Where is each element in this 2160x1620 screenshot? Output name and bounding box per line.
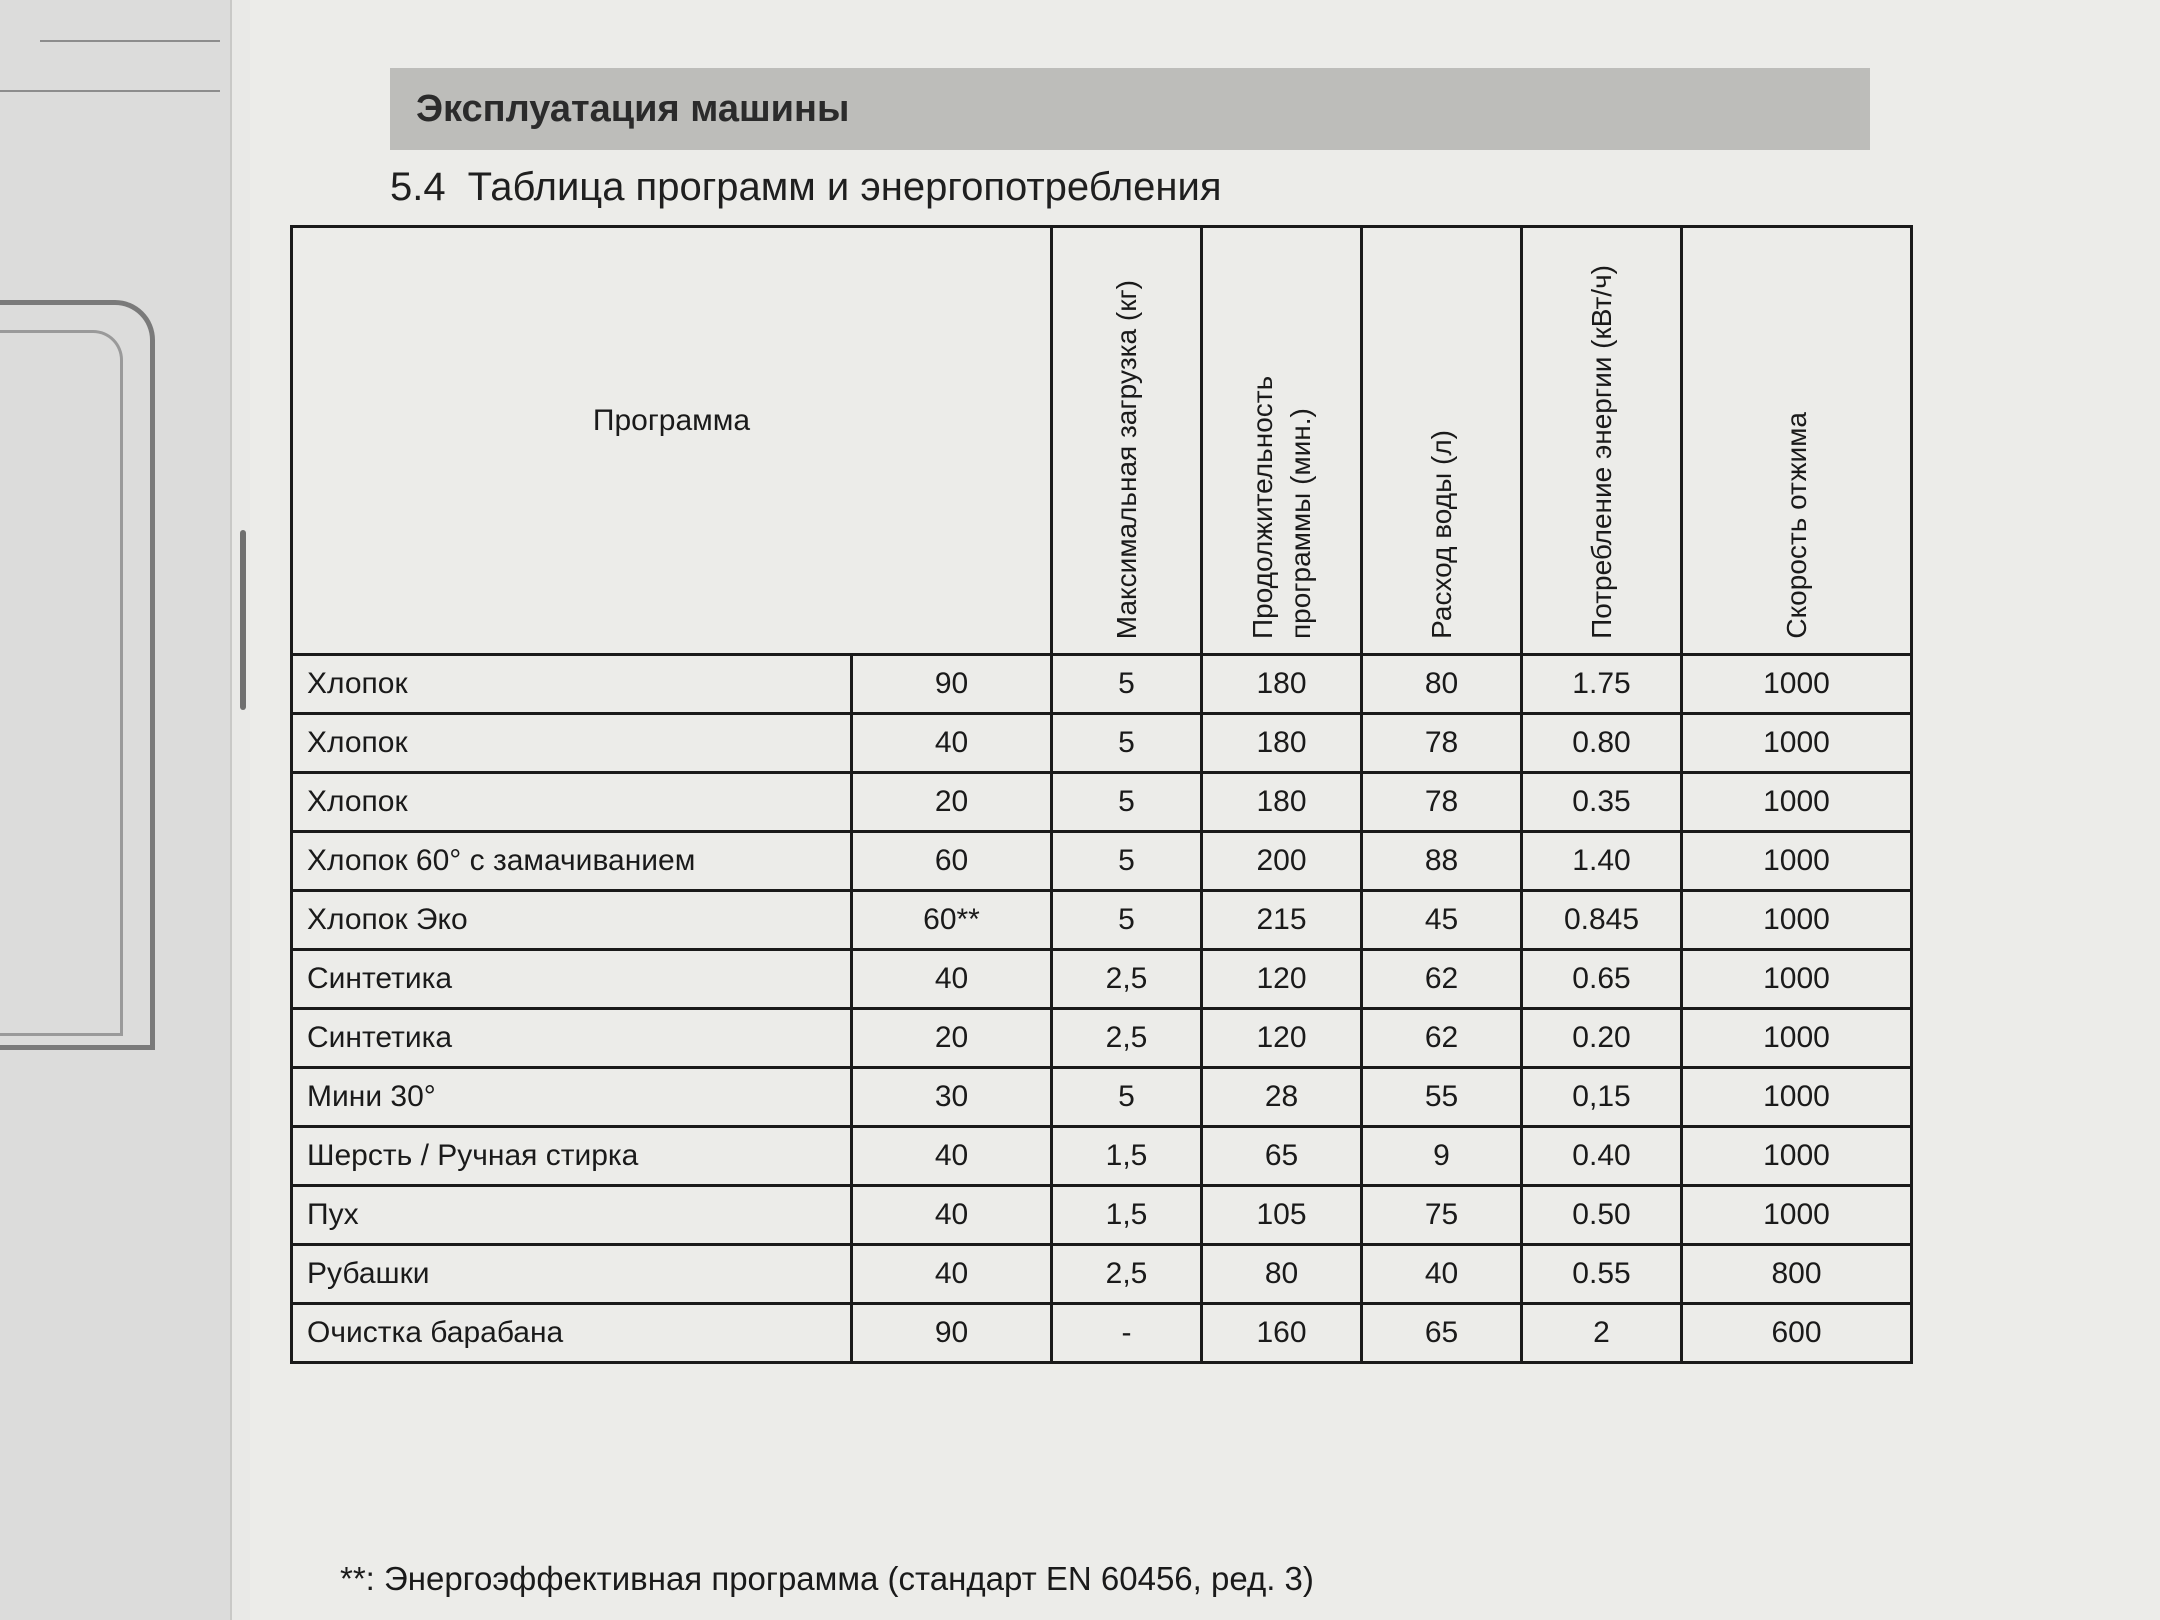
cell-duration: 28 bbox=[1202, 1068, 1362, 1127]
cell-duration: 180 bbox=[1202, 773, 1362, 832]
cell-max-load: 5 bbox=[1052, 832, 1202, 891]
cell-energy: 0.55 bbox=[1522, 1245, 1682, 1304]
section-header bbox=[390, 68, 1870, 150]
cell-temperature: 20 bbox=[852, 773, 1052, 832]
cell-temperature: 20 bbox=[852, 1009, 1052, 1068]
cell-spin: 1000 bbox=[1682, 832, 1912, 891]
cell-water: 55 bbox=[1362, 1068, 1522, 1127]
cell-max-load: 1,5 bbox=[1052, 1127, 1202, 1186]
subsection-heading bbox=[390, 165, 1222, 210]
staple bbox=[240, 530, 246, 710]
cell-duration: 65 bbox=[1202, 1127, 1362, 1186]
left-page-rule-second bbox=[0, 90, 220, 92]
cell-water: 75 bbox=[1362, 1186, 1522, 1245]
cell-duration: 200 bbox=[1202, 832, 1362, 891]
table-row bbox=[292, 891, 1912, 950]
cell-program: Синтетика bbox=[292, 950, 852, 1009]
table-row bbox=[292, 832, 1912, 891]
cell-energy: 0,15 bbox=[1522, 1068, 1682, 1127]
cell-duration: 120 bbox=[1202, 950, 1362, 1009]
table-row bbox=[292, 1304, 1912, 1363]
cell-spin: 600 bbox=[1682, 1304, 1912, 1363]
cell-energy: 0.35 bbox=[1522, 773, 1682, 832]
cell-max-load: 1,5 bbox=[1052, 1186, 1202, 1245]
table-row bbox=[292, 1127, 1912, 1186]
cell-duration: 160 bbox=[1202, 1304, 1362, 1363]
cell-water: 62 bbox=[1362, 1009, 1522, 1068]
cell-water: 80 bbox=[1362, 655, 1522, 714]
left-page bbox=[0, 0, 232, 1620]
cell-program: Рубашки bbox=[292, 1245, 852, 1304]
cell-water: 9 bbox=[1362, 1127, 1522, 1186]
manual-page bbox=[250, 0, 2160, 1620]
cell-program: Хлопок bbox=[292, 714, 852, 773]
cell-max-load: - bbox=[1052, 1304, 1202, 1363]
header-max-load: Максимальная загрузка (кг) bbox=[1052, 227, 1202, 655]
cell-spin: 1000 bbox=[1682, 714, 1912, 773]
table-row bbox=[292, 1009, 1912, 1068]
table-body bbox=[292, 655, 1912, 1363]
cell-water: 45 bbox=[1362, 891, 1522, 950]
left-page-rule-top bbox=[40, 40, 220, 42]
cell-spin: 1000 bbox=[1682, 891, 1912, 950]
cell-duration: 180 bbox=[1202, 714, 1362, 773]
cell-program: Мини 30° bbox=[292, 1068, 852, 1127]
cell-temperature: 40 bbox=[852, 950, 1052, 1009]
table-row bbox=[292, 655, 1912, 714]
cell-energy: 0.50 bbox=[1522, 1186, 1682, 1245]
cell-program: Хлопок Эко bbox=[292, 891, 852, 950]
section-title: Эксплуатация машины bbox=[416, 87, 850, 130]
cell-spin: 1000 bbox=[1682, 1009, 1912, 1068]
cell-duration: 215 bbox=[1202, 891, 1362, 950]
cell-max-load: 2,5 bbox=[1052, 950, 1202, 1009]
table-row bbox=[292, 1186, 1912, 1245]
cell-spin: 1000 bbox=[1682, 1127, 1912, 1186]
cell-duration: 180 bbox=[1202, 655, 1362, 714]
cell-spin: 1000 bbox=[1682, 950, 1912, 1009]
table-row bbox=[292, 714, 1912, 773]
cell-temperature: 90 bbox=[852, 655, 1052, 714]
cell-temperature: 60 bbox=[852, 832, 1052, 891]
cell-max-load: 5 bbox=[1052, 655, 1202, 714]
cell-max-load: 5 bbox=[1052, 1068, 1202, 1127]
table-header-row bbox=[292, 227, 1912, 655]
cell-duration: 120 bbox=[1202, 1009, 1362, 1068]
cell-energy: 1.40 bbox=[1522, 832, 1682, 891]
header-duration: Продолжительность программы (мин.) bbox=[1202, 227, 1362, 655]
cell-program: Хлопок bbox=[292, 655, 852, 714]
cell-energy: 0.65 bbox=[1522, 950, 1682, 1009]
header-spin: Скорость отжима bbox=[1682, 227, 1912, 655]
cell-temperature: 40 bbox=[852, 714, 1052, 773]
cell-program: Шерсть / Ручная стирка bbox=[292, 1127, 852, 1186]
cell-duration: 105 bbox=[1202, 1186, 1362, 1245]
left-page-inner-frame bbox=[0, 330, 123, 1036]
cell-temperature: 40 bbox=[852, 1245, 1052, 1304]
cell-energy: 0.40 bbox=[1522, 1127, 1682, 1186]
cell-energy: 0.80 bbox=[1522, 714, 1682, 773]
table-row bbox=[292, 1068, 1912, 1127]
header-program: Программа bbox=[292, 227, 1052, 655]
cell-spin: 1000 bbox=[1682, 655, 1912, 714]
cell-program: Синтетика bbox=[292, 1009, 852, 1068]
cell-program: Очистка барабана bbox=[292, 1304, 852, 1363]
table-row bbox=[292, 950, 1912, 1009]
header-energy: Потребление энергии (кВт/ч) bbox=[1522, 227, 1682, 655]
cell-max-load: 5 bbox=[1052, 714, 1202, 773]
cell-temperature: 40 bbox=[852, 1127, 1052, 1186]
cell-spin: 800 bbox=[1682, 1245, 1912, 1304]
header-water: Расход воды (л) bbox=[1362, 227, 1522, 655]
cell-max-load: 5 bbox=[1052, 773, 1202, 832]
subsection-title: Таблица программ и энергопотребления bbox=[467, 165, 1222, 209]
cell-temperature: 60** bbox=[852, 891, 1052, 950]
cell-water: 62 bbox=[1362, 950, 1522, 1009]
cell-spin: 1000 bbox=[1682, 773, 1912, 832]
cell-temperature: 40 bbox=[852, 1186, 1052, 1245]
cell-energy: 0.20 bbox=[1522, 1009, 1682, 1068]
cell-water: 40 bbox=[1362, 1245, 1522, 1304]
cell-water: 65 bbox=[1362, 1304, 1522, 1363]
cell-energy: 1.75 bbox=[1522, 655, 1682, 714]
cell-program: Хлопок 60° с замачиванием bbox=[292, 832, 852, 891]
cell-energy: 2 bbox=[1522, 1304, 1682, 1363]
subsection-number: 5.4 bbox=[390, 165, 446, 209]
cell-duration: 80 bbox=[1202, 1245, 1362, 1304]
cell-max-load: 2,5 bbox=[1052, 1009, 1202, 1068]
cell-water: 78 bbox=[1362, 773, 1522, 832]
cell-spin: 1000 bbox=[1682, 1186, 1912, 1245]
cell-energy: 0.845 bbox=[1522, 891, 1682, 950]
cell-max-load: 2,5 bbox=[1052, 1245, 1202, 1304]
cell-water: 78 bbox=[1362, 714, 1522, 773]
cell-water: 88 bbox=[1362, 832, 1522, 891]
program-table bbox=[290, 225, 1913, 1364]
cell-spin: 1000 bbox=[1682, 1068, 1912, 1127]
footnote: **: Энергоэффективная программа (стандарт EN 60456, ред. 3) bbox=[340, 1560, 1314, 1597]
cell-program: Пух bbox=[292, 1186, 852, 1245]
cell-temperature: 30 bbox=[852, 1068, 1052, 1127]
table-row bbox=[292, 773, 1912, 832]
cell-program: Хлопок bbox=[292, 773, 852, 832]
cell-temperature: 90 bbox=[852, 1304, 1052, 1363]
table-row bbox=[292, 1245, 1912, 1304]
cell-max-load: 5 bbox=[1052, 891, 1202, 950]
